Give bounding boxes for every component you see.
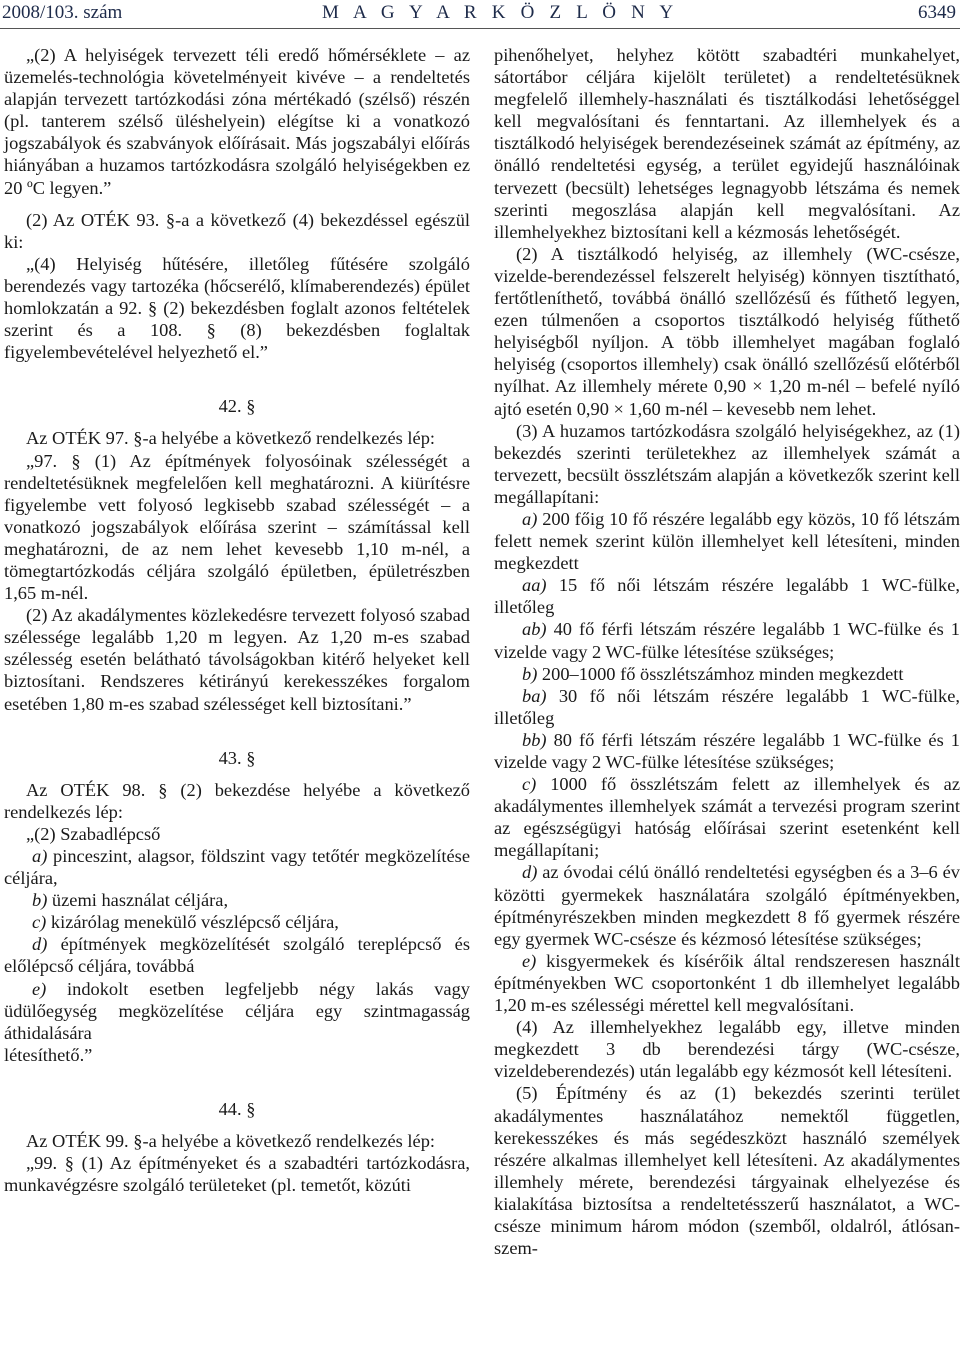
paragraph: (2) A tisztálkodó helyiség, az illemhely (WC-csésze, vizelde-berendezéssel felszerelt helyiség) könnyen tisztítható, fertőtleníthető, továbbá önálló szellőzésű és fűthető legyen, ezen túlmenően a csoportos tisztálkodó helyiség fűthető helyiségből nyíljon. A több illemhelyet magában foglaló helyiség (csoportos illemhely) csak önálló szellőzésű előtérből nyílhat. Az illemhely mérete 0,90 × 1,20 m-nél – befelé nyíló ajtó esetén 0,90 × 1,60 m-nél – kevesebb nem lehet. [494, 243, 960, 419]
item-label: bb) [522, 729, 547, 750]
page-number: 6349 [918, 2, 956, 23]
paragraph: „99. § (1) Az építményeket és a szabadtéri tartózkodásra, munkavégzésre szolgáló területeket (pl. temetőt, közúti [4, 1153, 470, 1196]
item-text: kisgyermekek és kísérőik által rendszeresen használt építményekben WC csoportonként 1 db illemhelyet legalább 1,20 m-es szélességi mérettel kell megvalósítani. [494, 950, 960, 1016]
list-item [4, 845, 470, 889]
page-header [0, 0, 960, 30]
right-column [494, 44, 960, 1259]
list-item [4, 889, 470, 911]
paragraph: (2) Az OTÉK 93. §-a a következő (4) bekezdéssel egészül ki: [4, 209, 470, 252]
list-item [494, 574, 960, 618]
paragraph: Az OTÉK 98. § (2) bekezdése helyébe a következő rendelkezés lép: [4, 779, 470, 822]
section-heading: 43. § [218, 747, 256, 768]
list-item [494, 508, 960, 574]
item-label: c) [32, 912, 47, 933]
paragraph: (4) Az illemhelyekhez legalább egy, illetve minden megkezdett 3 db berendezési tárgy (WC-csésze, vizeldeberendezés) után legalább egy kézmosót kell létesíteni. [494, 1017, 960, 1082]
paragraph: (5) Építmény és az (1) bekezdés szerinti terület akadálymentes használatához nemektől független, kerekesszékes és más segédeszközt használó személyek részére alkalmas illemhelyet kell létesíteni. Az akadálymentes illemhely mérete, berendezési tárgyainak elhelyezése és kialakítása biztosítsa a rendeltetésszerű használatot, a WC-csésze minimum három módon (szemből, oldalról, átlósan-szem- [494, 1083, 960, 1259]
item-label: b) [32, 890, 48, 911]
header-rule [0, 28, 960, 29]
journal-title: M A G Y A R K Ö Z L Ö N Y [322, 2, 679, 23]
list-item [4, 978, 470, 1044]
item-label: a) [32, 846, 48, 866]
paragraph: „(2) A helyiségek tervezett téli eredő hőmérséklete – az üzemelés-technológia követelményeit kivéve – a rendeltetés alapján tervezett tartózkodási zóna mértékadó (szélső) részén (pl. tanterem szélső üléshelyein) elégítse ki a vonatkozó jogszabályok és szabványok előírásait. Más jogszabályi előírás hiányában a huzamos tartózkodásra szolgáló helyiségekben ez 20 ºC legyen.” [4, 45, 470, 198]
item-label: e) [522, 950, 537, 971]
item-text: üzemi használat céljára, [47, 890, 229, 911]
left-column [4, 44, 470, 1196]
item-text: kizárólag menekülő vészlépcső céljára, [46, 912, 339, 933]
item-text: 30 fő női létszám részére legalább 1 WC-fülke, illetőleg [494, 685, 960, 728]
item-label: d) [522, 862, 538, 883]
paragraph: „(4) Helyiség hűtésére, illetőleg fűtésére szolgáló berendezés vagy tartozéka (hőcserélő, klímaberendezés) épület homlokzatán a 92. § (2) bekezdésben foglalt azonos feltételek szerint és a 108. § (8) bekezdésben foglaltak figyelembevételével helyezhető el.” [4, 253, 470, 363]
item-label: aa) [522, 575, 547, 596]
item-label: a) [522, 508, 538, 529]
item-label: d) [32, 934, 48, 955]
item-text: az óvodai célú önálló rendeltetési egységben és a 3–6 év közötti gyermekek használatára szolgáló építményekben, építményrészekben minden megkezdett 8 fő gyermek részére egy gyermek WC-csésze és kézmosó létesítése szükséges; [494, 862, 960, 949]
issue-number: 2008/103. szám [2, 2, 123, 23]
list-item [494, 950, 960, 1016]
paragraph: „97. § (1) Az építmények folyosóinak szélességét a rendeltetésüknek megfelelően kell meghatározni. A kiürítésre figyelembe vett folyosó legkisebb szabad szélességét – a vonatkozó jogszabályok előírása szerint – számítással kell meghatározni, de az nem lehet kevesebb 1,10 m-nél, a tömegtartózkodás céljára szolgáló épületben, épületrészben 1,65 m-nél. [4, 450, 470, 604]
paragraph: „(2) Szabadlépcső [26, 823, 161, 844]
item-text: 40 fő férfi létszám részére legalább 1 WC-fülke és 1 vizelde vagy 2 WC-fülke létesítése szükséges; [494, 619, 960, 662]
paragraph: pihenőhelyet, helyhez kötött szabadtéri munkahelyet, sátortábor céljára kijelölt területet) a rendeltetésüknek megfelelő illemhely-használati és tisztálkodási lehetőséggel kell megvalósítani és fenntartani. Az illemhelyek és a tisztálkodó helyiségek berendezéseinek számát az építmény, az önálló rendeltetési egység, a terület egyidejű használóinak tervezett (becsült) lehetséges legnagyobb létszáma és nemek szerinti megoszlása alapján kell megvalósítani. Az illemhelyekhez biztosítani kell a kézmosás lehetőségét. [494, 45, 960, 242]
item-label: b) [522, 663, 538, 684]
item-text: 200–1000 fő összlétszámhoz minden megkezdett [537, 663, 904, 684]
list-item [4, 933, 470, 977]
section-heading: 42. § [218, 396, 256, 417]
list-item [494, 861, 960, 949]
section-heading: 44. § [218, 1098, 256, 1119]
paragraph: (3) A huzamos tartózkodásra szolgáló helyiségekhez, az (1) bekezdés szerinti területekhez az illemhelyek számát a tervezett, becsült összlétszám alapján a következők szerint kell megállapítani: [494, 420, 960, 507]
list-item [494, 618, 960, 662]
item-label: ab) [522, 619, 547, 640]
item-text: indokolt esetben legfeljebb négy lakás vagy üdülőegység megközelítése céljára egy szintmagasság áthidalására [4, 978, 470, 1043]
list-item [494, 773, 960, 861]
item-text: 80 fő férfi létszám részére legalább 1 WC-fülke és 1 vizelde vagy 2 WC-fülke létesítése szükséges; [494, 729, 960, 772]
item-text: 15 fő női létszám részére legalább 1 WC-fülke, illetőleg [494, 575, 960, 618]
list-item [494, 729, 960, 773]
paragraph: Az OTÉK 99. §-a helyébe a következő rendelkezés lép: [26, 1131, 436, 1152]
list-item [4, 911, 470, 933]
paragraph: Az OTÉK 97. §-a helyébe a következő rendelkezés lép: [26, 428, 436, 449]
item-text: 200 főig 10 fő részére legalább egy közös, 10 fő létszám felett nemek szerint külön illemhelyet kell létesíteni, minden megkezdett [494, 508, 960, 574]
item-label: c) [522, 774, 537, 795]
paragraph: létesíthető.” [4, 1044, 93, 1065]
paragraph: (2) Az akadálymentes közlekedésre tervezett folyosó szabad szélessége legalább 1,20 m legyen. Az 1,20 m-es szabad szélesség esetén belátható távolságokban kitérő helyeket kell biztosítani. Rendszeres kétirányú kerekesszékes forgalom esetében 1,80 m-es szabad szélességet kell biztosítani.” [4, 605, 470, 714]
item-label: ba) [522, 685, 547, 706]
item-text: pinceszint, alagsor, földszint vagy tetőtér megközelítése céljára, [4, 846, 470, 889]
list-item [494, 663, 960, 685]
list-item [494, 685, 960, 729]
item-text: építmények megközelítését szolgáló tereplépcső és előlépcső céljára, továbbá [4, 934, 470, 977]
item-label: e) [32, 978, 47, 999]
item-text: 1000 fő összlétszám felett az illemhelyek és az akadálymentes illemhelyek számát a tervezési program szerint az egészségügyi hatóság előírásai szerint esetenként kell megállapítani; [494, 774, 960, 861]
